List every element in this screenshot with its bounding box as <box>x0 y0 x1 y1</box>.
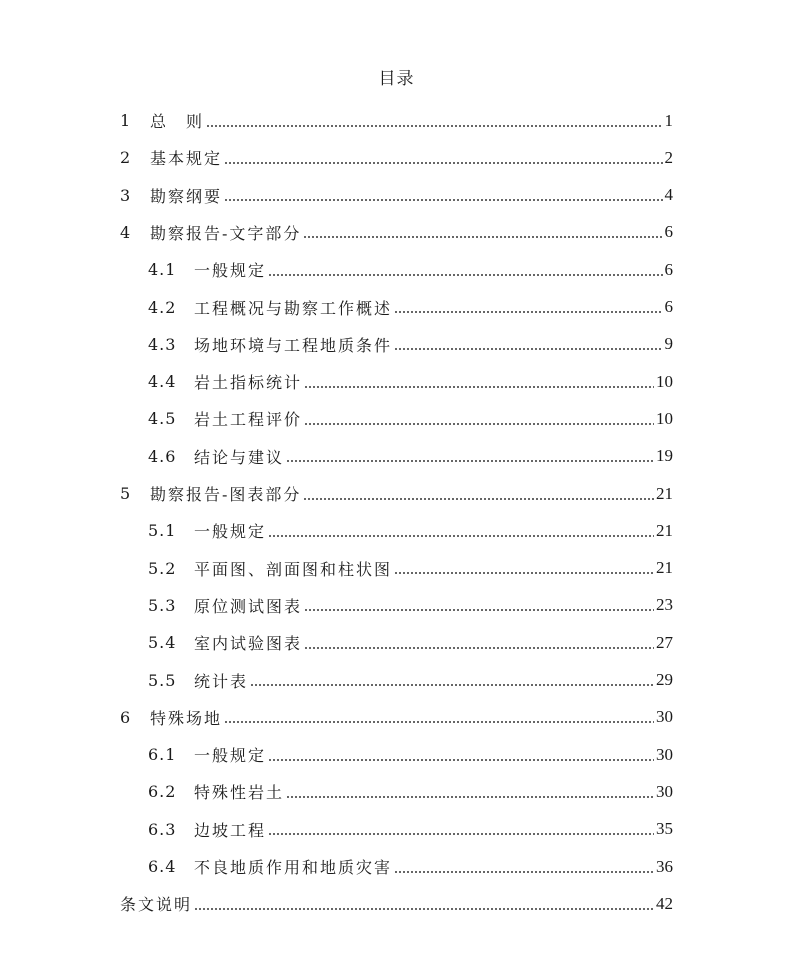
toc-dot-leader <box>224 150 662 166</box>
toc-entry-title: 特殊性岩土 <box>194 783 285 803</box>
toc-dot-leader <box>268 523 654 539</box>
toc-entry-page: 30 <box>656 744 673 764</box>
toc-entry-title: 不良地质作用和地质灾害 <box>194 858 393 877</box>
toc-entry-number: 4.1 <box>148 260 177 280</box>
toc-entry-title: 条文说明 <box>120 895 193 915</box>
toc-entry-title: 统计表 <box>194 671 249 691</box>
toc-dot-leader <box>394 299 662 315</box>
toc-entry-title: 室内试验图表 <box>194 634 303 654</box>
toc-entry-page: 35 <box>656 819 673 839</box>
toc-entry-title: 总 则 <box>150 112 205 131</box>
toc-entry[interactable] <box>120 102 673 139</box>
toc-entry-title: 原位测试图表 <box>194 596 303 616</box>
toc-entry-page: 27 <box>656 632 673 652</box>
toc-dot-leader <box>268 747 654 763</box>
toc-dot-leader <box>304 635 654 651</box>
toc-entry-number: 4 <box>120 222 132 242</box>
toc-entry-number: 5.1 <box>148 521 177 541</box>
toc-entry-page: 21 <box>656 483 673 503</box>
toc-entry[interactable] <box>148 550 673 587</box>
toc-entry-title: 基本规定 <box>150 149 223 169</box>
toc-entry[interactable] <box>148 624 673 661</box>
toc-entry[interactable] <box>148 289 673 326</box>
toc-entry-title: 边坡工程 <box>194 820 267 840</box>
toc-entry-number: 1 <box>120 111 132 130</box>
toc-entry-number: 4.5 <box>148 409 177 429</box>
toc-dot-leader <box>286 784 654 800</box>
toc-entry[interactable] <box>120 885 673 922</box>
toc-entry[interactable] <box>148 736 673 773</box>
toc-entry[interactable] <box>148 587 673 624</box>
toc-entry-page: 2 <box>664 147 673 167</box>
toc-entry-title: 一般规定 <box>194 522 267 542</box>
toc-entry[interactable] <box>148 662 673 699</box>
toc-entry-title: 特殊场地 <box>150 708 223 728</box>
toc-dot-leader <box>194 896 654 912</box>
toc-entry-number: 4.4 <box>148 372 177 392</box>
toc-entry[interactable] <box>148 848 673 885</box>
toc-entry[interactable] <box>120 139 673 176</box>
toc-entry-title: 平面图、剖面图和柱状图 <box>194 559 393 579</box>
toc-entry-number: 5.4 <box>148 633 177 653</box>
toc-dot-leader <box>224 187 662 203</box>
toc-entry-number: 4.6 <box>148 446 177 466</box>
toc-entry[interactable] <box>120 214 673 251</box>
toc-dot-leader <box>303 486 654 502</box>
toc-entry-number: 3 <box>120 185 132 205</box>
toc-dot-leader <box>224 709 654 725</box>
toc-entry-title: 岩土工程评价 <box>194 410 303 430</box>
toc-entry-number: 5 <box>120 484 132 503</box>
toc-entry-page: 21 <box>656 558 673 578</box>
toc-entry-page: 10 <box>656 371 673 391</box>
toc-entry-number: 6.1 <box>148 745 177 765</box>
toc-entry-number: 6.3 <box>148 819 177 839</box>
toc-entry-page: 23 <box>656 595 673 615</box>
toc-entry[interactable] <box>148 326 673 363</box>
toc-entry[interactable] <box>148 251 673 288</box>
toc-entry-page: 36 <box>656 856 673 876</box>
toc-entry[interactable] <box>148 512 673 549</box>
toc-dot-leader <box>394 336 662 352</box>
toc-dot-leader <box>304 411 654 427</box>
toc-entry[interactable] <box>148 400 673 437</box>
toc-entry-page: 30 <box>656 781 673 801</box>
page-title: 目录 <box>378 69 415 89</box>
toc-entry-number: 5.2 <box>148 558 177 578</box>
toc-dot-leader <box>250 672 654 688</box>
toc-entry[interactable] <box>148 811 673 848</box>
toc-entry-page: 21 <box>656 520 673 540</box>
toc-entry-title: 场地环境与工程地质条件 <box>194 335 393 355</box>
toc-entry[interactable] <box>120 177 673 214</box>
toc-entry-page: 9 <box>664 334 673 354</box>
toc-dot-leader <box>394 859 654 875</box>
toc-entry-title: 结论与建议 <box>194 447 285 467</box>
toc-entry-page: 42 <box>656 893 673 913</box>
toc-entry-page: 30 <box>656 707 673 727</box>
toc-entry-number: 6.4 <box>148 857 177 876</box>
toc-entry[interactable] <box>148 773 673 810</box>
toc-entry-page: 6 <box>664 259 673 279</box>
toc-entry-page: 10 <box>656 408 673 428</box>
toc-entry-number: 6 <box>120 707 132 727</box>
toc-dot-leader <box>394 560 654 576</box>
toc-entry-number: 5.5 <box>148 670 177 690</box>
toc-entry-page: 1 <box>664 110 673 130</box>
toc-dot-leader <box>268 262 662 278</box>
toc-dot-leader <box>268 821 654 837</box>
toc-entry[interactable] <box>120 699 673 736</box>
toc-entry-page: 6 <box>664 297 673 316</box>
toc-dot-leader <box>206 113 662 129</box>
toc-entry-title: 工程概况与勘察工作概述 <box>194 298 393 318</box>
toc-entry-title: 勘察报告-文字部分 <box>150 223 302 243</box>
toc-dot-leader <box>286 448 654 464</box>
toc-entry[interactable] <box>148 363 673 400</box>
toc-entry[interactable] <box>120 475 673 512</box>
toc-entry-title: 一般规定 <box>194 261 267 281</box>
toc-dot-leader <box>304 374 654 390</box>
toc-entry-title: 勘察报告-图表部分 <box>150 485 302 504</box>
toc-entry-number: 6.2 <box>148 782 177 802</box>
toc-entry-number: 2 <box>120 148 132 168</box>
toc-entry-page: 29 <box>656 670 673 689</box>
toc-entry-title: 勘察纲要 <box>150 186 223 206</box>
toc-entry-number: 5.3 <box>148 595 177 615</box>
toc-entry-page: 4 <box>664 185 673 205</box>
toc-entry[interactable] <box>148 438 673 475</box>
toc-entry-title: 岩土指标统计 <box>194 373 303 393</box>
toc-entry-page: 6 <box>664 222 673 242</box>
toc-entry-page: 19 <box>656 446 673 466</box>
toc-dot-leader <box>304 597 654 613</box>
toc-dot-leader <box>303 224 662 240</box>
toc-entry-number: 4.3 <box>148 334 177 354</box>
toc-entry-number: 4.2 <box>148 297 177 317</box>
toc-entry-title: 一般规定 <box>194 746 267 766</box>
